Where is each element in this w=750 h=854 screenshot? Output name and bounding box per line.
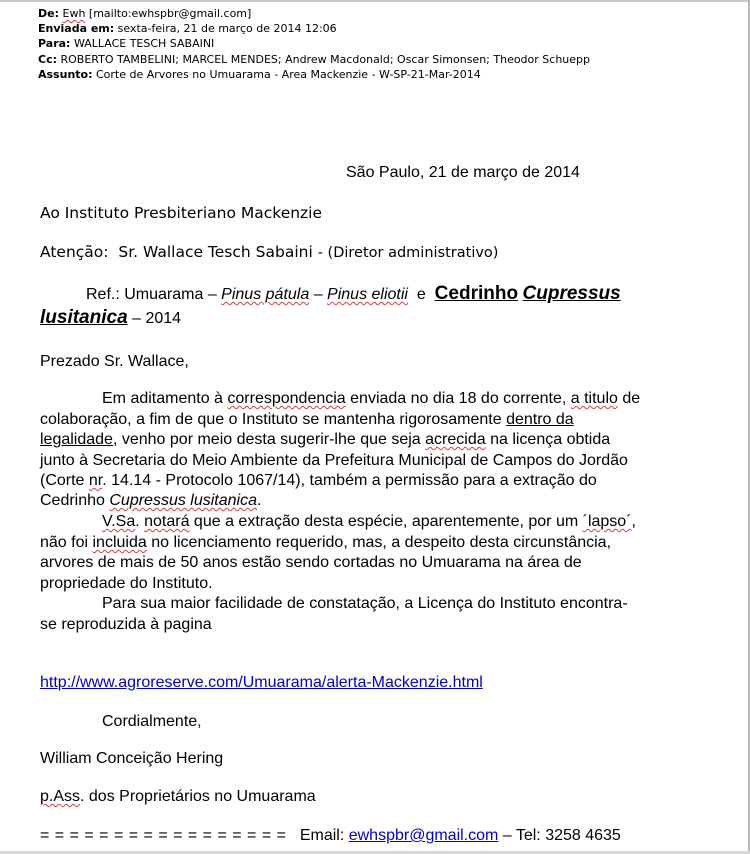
signer-name: William Conceição Hering — [40, 750, 224, 767]
ref-line-1: Ref.: Umuarama – Pinus pátula – Pinus eliotii e Cedrinho Cupressus — [86, 283, 621, 304]
date-line: São Paulo, 21 de março de 2014 — [346, 164, 580, 181]
header-cc: Cc: ROBERTO TAMBELINI; MARCEL MENDES; Andrew Macdonald; Oscar Simonsen; Theodor Schuepp — [38, 52, 590, 66]
p1-line-1: Em aditamento à correspondencia enviada no dia 18 do corrente, a titulo de — [102, 390, 641, 407]
attention-role: - (Diretor administrativo) — [317, 245, 499, 261]
p3-line-2: se reproduzida à pagina — [40, 616, 212, 633]
salutation: Prezado Sr. Wallace, — [40, 353, 189, 370]
p1-line-5: (Corte nr. 14.14 - Protocolo 1067/14), também a permissão para a extração do — [40, 472, 597, 489]
p2-line-3: arvores de mais de 50 anos estão sendo cortadas no Umuarama na área de — [40, 554, 582, 571]
email-header — [38, 6, 590, 82]
p2-line-2: não foi incluida no licenciamento requerido, mas, a despeito desta circunstância, — [40, 534, 612, 551]
attention-name: Sr. Wallace Tesch Sabaini — [118, 243, 313, 261]
ref-line-2: lusitanica – 2014 — [40, 307, 182, 328]
attention-line: Atenção: Sr. Wallace Tesch Sabaini - (Diretor administrativo) — [40, 243, 499, 261]
header-to: Para: WALLACE TESCH SABAINI — [38, 37, 215, 51]
header-subject: Assunto: Corte de Arvores no Umuarama - Area Mackenzie - W-SP-21-Mar-2014 — [38, 67, 481, 81]
p1-line-4: junto à Secretaria do Meio Ambiente da Prefeitura Municipal de Campos do Jordão — [40, 452, 628, 469]
header-sent: Enviada em: sexta-feira, 21 de março de 2014 12:06 — [38, 22, 337, 36]
from-mailto[interactable]: [mailto:ewhspbr@gmail.com] — [88, 7, 252, 20]
header-from: De: Ewh [mailto:ewhspbr@gmail.com] — [38, 7, 252, 20]
p3-line-1: Para sua maior facilidade de constatação, a Licença do Instituto encontra- — [102, 595, 628, 612]
p1-line-6: Cedrinho Cupressus lusitanica. — [40, 492, 262, 509]
footer-separator: = = = = = = = = = = = = = = = = = — [40, 827, 287, 844]
p1-line-2: colaboração, a fim de que o Instituto se mantenha rigorosamente dentro da — [40, 411, 574, 428]
p2-line-4: propriedade do Instituto. — [40, 575, 213, 592]
footer-email-link[interactable]: ewhspbr@gmail.com — [348, 827, 499, 844]
closing: Cordialmente, — [102, 713, 202, 730]
addressee: Ao Instituto Presbiteriano Mackenzie — [40, 204, 323, 222]
association-line: p.Ass. dos Proprietários no Umuarama — [40, 788, 316, 805]
footer-line: = = = = = = = = = = = = = = = = = Email: ewhspbr@gmail.com – Tel: 3258 4635 — [40, 827, 621, 844]
frame-top-border — [0, 0, 750, 2]
p1-line-3: legalidade, venho por meio desta sugerir-lhe que seja acrecida na licença obtida — [40, 431, 611, 448]
p2-line-1: V.Sa. notará que a extração desta espécie, aparentemente, por um ´lapso´, — [102, 513, 636, 530]
alert-link[interactable]: http://www.agroreserve.com/Umuarama/alerta-Mackenzie.html — [40, 674, 483, 691]
